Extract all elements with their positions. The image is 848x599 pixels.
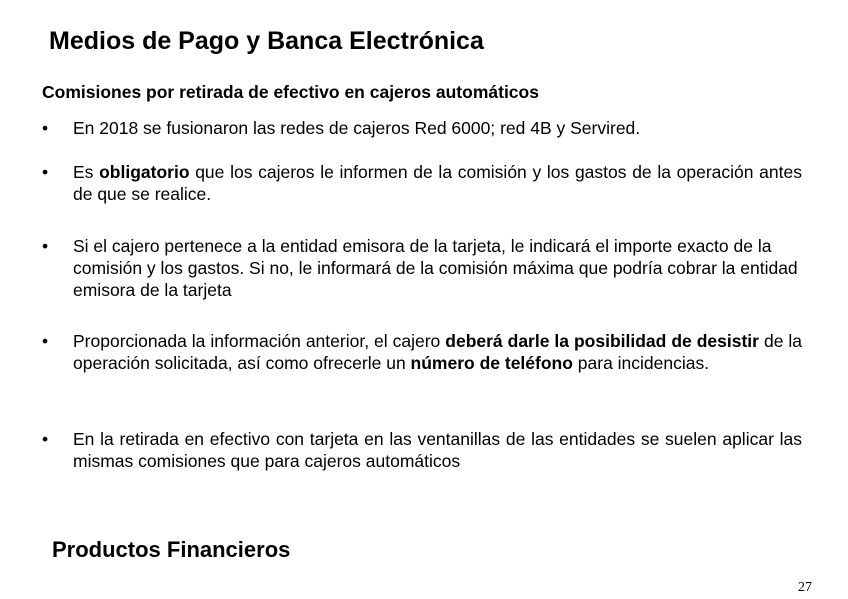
next-section-title: Productos Financieros: [52, 537, 291, 562]
bullet-item: [42, 161, 802, 205]
page-title: Medios de Pago y Banca Electrónica: [49, 27, 484, 55]
section-subtitle: Comisiones por retirada de efectivo en cajeros automáticos: [42, 82, 539, 102]
bullet-text-part: En 2018 se fusionaron las redes de cajeros Red 6000; red 4B y Servired.: [73, 118, 641, 138]
page-number: 27: [798, 580, 812, 595]
bullet-text: [73, 161, 802, 205]
bullet-text-part: Si el cajero pertenece a la entidad emisora de la tarjeta, le indicará el importe exacto de la comisión y los gastos. Si no, le informará de la comisión máxima que podría cobrar la entidad emisora de la tarjeta: [73, 236, 798, 300]
bullet-text-bold: número de teléfono: [410, 353, 573, 373]
bullet-dot: •: [42, 236, 49, 256]
bullet-item: [42, 235, 802, 301]
bullet-dot: •: [42, 118, 49, 138]
bullet-text: [73, 428, 802, 472]
bullet-item: [42, 117, 802, 139]
bullet-text-part: En la retirada en efectivo con tarjeta en las ventanillas de las entidades se suelen aplicar las mismas comisiones que para cajeros automáticos: [73, 429, 802, 471]
bullet-text-part: Es: [73, 162, 100, 182]
bullet-text-part: que los cajeros le informen de la comisión y los gastos de la operación antes de que se realice.: [73, 162, 802, 204]
bullet-text: [73, 235, 802, 301]
bullet-text: [73, 117, 802, 139]
bullet-text: [73, 330, 802, 374]
bullet-text-part: para incidencias.: [572, 353, 710, 373]
bullet-dot: •: [42, 331, 49, 351]
bullet-item: [42, 330, 802, 374]
bullet-dot: •: [42, 429, 49, 449]
bullet-text-bold: obligatorio: [99, 162, 190, 182]
bullet-text-part: Proporcionada la información anterior, el cajero: [73, 331, 446, 351]
bullet-text-bold: deberá darle la posibilidad de desistir: [445, 331, 759, 351]
bullet-text-part: de la operación solicitada, así como ofrecerle un: [73, 331, 803, 373]
bullet-item: [42, 428, 802, 472]
bullet-dot: •: [42, 162, 49, 182]
